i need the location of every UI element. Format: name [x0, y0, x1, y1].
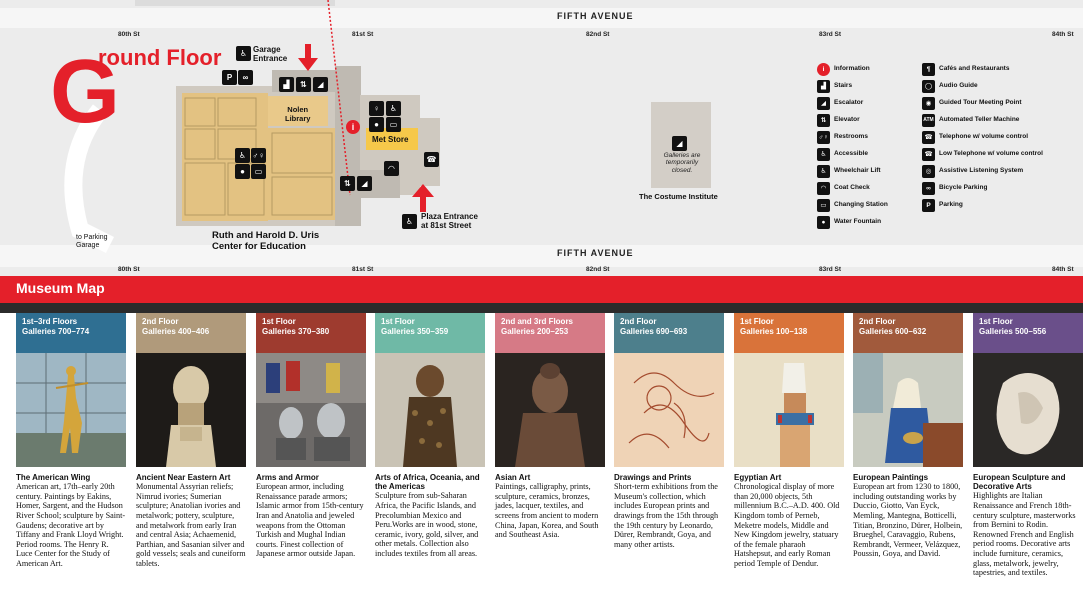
fifth-avenue-label-bottom: FIFTH AVENUE	[557, 248, 634, 258]
legend-label: Water Fountain	[834, 218, 882, 225]
banner-dark-strip	[0, 303, 1083, 313]
street-label: 83rd St	[819, 266, 842, 273]
accessible-icon: ♿	[236, 46, 251, 61]
bicycle-parking-icon: ∞	[238, 70, 253, 85]
ground-floor-map	[0, 0, 1083, 276]
atm-icon: ATM	[922, 114, 935, 127]
card-floor: 1st Floor	[979, 317, 1013, 326]
legend-label: Stairs	[834, 82, 853, 89]
fifth-avenue-top-band	[0, 8, 1083, 28]
ground-floor-title-initial: G	[50, 42, 119, 142]
street-label: 84th St	[1052, 31, 1074, 38]
legend-label: Elevator	[834, 116, 860, 123]
wheelchair-lift-icon: ♿	[817, 165, 830, 178]
boundary-dotted-line	[320, 0, 360, 200]
department-card[interactable]	[614, 313, 724, 549]
department-card[interactable]	[734, 313, 844, 569]
legend-label: Low Telephone w/ volume control	[939, 150, 1043, 157]
fifth-avenue-label-top: FIFTH AVENUE	[557, 11, 634, 21]
tour-meeting-point-icon: ◉	[922, 97, 935, 110]
escalator-icon: ◢	[817, 97, 830, 110]
changing-station-icon: ▭	[817, 199, 830, 212]
card-galleries: Galleries 200–253	[501, 327, 569, 337]
elevator-icon: ⇅	[817, 114, 830, 127]
card-artwork-image	[973, 353, 1083, 467]
parking-garage-label[interactable]: to Parking Garage	[76, 234, 108, 250]
information-icon[interactable]: i	[346, 120, 360, 134]
card-galleries: Galleries 700–774	[22, 327, 90, 337]
met-store-label: Met Store	[372, 135, 409, 144]
accessible-icon: ♿	[402, 214, 417, 229]
card-galleries: Galleries 370–380	[262, 327, 330, 337]
escalator-icon: ◢	[672, 136, 687, 151]
card-artwork-image	[614, 353, 724, 467]
department-card[interactable]	[16, 313, 126, 569]
coat-check-icon: ◠	[384, 161, 399, 176]
card-title: Arms and Armor	[256, 473, 319, 482]
card-floor: 1st–3rd Floors	[22, 317, 78, 326]
department-card[interactable]	[256, 313, 366, 559]
street-label: 81st St	[352, 31, 374, 38]
card-artwork-image	[136, 353, 246, 467]
escalator-icon: ◢	[313, 77, 328, 92]
water-fountain-icon: ●	[235, 164, 250, 179]
street-label: 83rd St	[819, 31, 842, 38]
accessible-icon: ♿	[817, 148, 830, 161]
restrooms-icon: ♀	[369, 101, 384, 116]
telephone-volume-icon: ☎	[922, 131, 935, 144]
card-description: Monumental Assyrian reliefs; Nimrud ivories; Sumerian sculpture; Anatolian ivories and metalwork; pottery, sculpture, and metalwork from early Iran and central Asia; Achaemenid, Parthian, and Sasanian silver and gold vessels; seals and cuneiform tablets.	[136, 482, 246, 568]
card-floor: 2nd and 3rd Floors	[501, 317, 574, 326]
building-edge-top	[135, 0, 335, 6]
card-galleries: Galleries 100–138	[740, 327, 808, 337]
card-floor: 1st Floor	[740, 317, 774, 326]
card-artwork-image	[495, 353, 605, 467]
card-description: Sculpture from sub-Saharan Africa, the Pacific Islands, and Precolumbian Mexico and Peru.Works are in wood, stone, ceramic, ivory, gold, silver, and other metals. Collection also includes textiles from all areas.	[375, 491, 479, 558]
stairs-icon: ▟	[279, 77, 294, 92]
low-telephone-icon: ☎	[922, 148, 935, 161]
changing-station-icon: ▭	[386, 117, 401, 132]
card-title: European Sculpture and Decorative Arts	[973, 473, 1066, 492]
street-label: 82nd St	[586, 266, 610, 273]
galleries-closed-note: Galleries are temporarily closed.	[663, 152, 701, 174]
telephone-icon: ☎	[424, 152, 439, 167]
department-card[interactable]	[136, 313, 246, 569]
card-artwork-image	[734, 353, 844, 467]
card-header	[375, 313, 485, 353]
card-description: Short-term exhibitions from the Museum's collection, which includes European prints and drawings from the 15th through the 19th century by Leonardo, Dürer, Rembrandt, Goya, and many other artists.	[614, 482, 719, 549]
card-header	[495, 313, 605, 353]
card-artwork-image	[16, 353, 126, 467]
card-header	[853, 313, 963, 353]
card-header	[256, 313, 366, 353]
legend-label: Telephone w/ volume control	[939, 133, 1029, 140]
legend-label: Guided Tour Meeting Point	[939, 99, 1022, 106]
legend-label: Changing Station	[834, 201, 888, 208]
restrooms-icon: ♂♀	[251, 148, 266, 163]
legend-label: Bicycle Parking	[939, 184, 988, 191]
parking-icon: P	[222, 70, 237, 85]
changing-station-icon: ▭	[251, 164, 266, 179]
street-label: 84th St	[1052, 266, 1074, 273]
museum-map-title: Museum Map	[16, 280, 105, 296]
card-galleries: Galleries 600–632	[859, 327, 927, 337]
card-galleries: Galleries 400–406	[142, 327, 210, 337]
nolen-library-label: Nolen Library	[285, 105, 311, 123]
garage-entrance-label[interactable]: Garage Entrance	[253, 45, 288, 64]
card-title: Arts of Africa, Oceania, and the Americas	[375, 473, 480, 492]
uris-center-label: Ruth and Harold D. Uris Center for Education	[212, 230, 320, 252]
card-floor: 1st Floor	[381, 317, 415, 326]
card-title: Egyptian Art	[734, 473, 782, 482]
card-floor: 2nd Floor	[142, 317, 179, 326]
card-title: Drawings and Prints	[614, 473, 692, 482]
card-artwork-image	[375, 353, 485, 467]
card-floor: 1st Floor	[262, 317, 296, 326]
restrooms-icon: ♂♀	[817, 131, 830, 144]
street-label: 81st St	[352, 266, 374, 273]
card-description: Chronological display of more than 20,000 objects, 5th millennium B.C.–A.D. 400. Old Kingdom tomb of Perneb, Meketre models, Middle and New Kingdom jewelry, statuary of the female pharaoh Hatshepsut, and early Roman period Temple of Dendur.	[734, 482, 840, 568]
ground-floor-title: round Floor	[98, 45, 222, 70]
info-icon: i	[817, 63, 830, 76]
listening-system-icon: ◎	[922, 165, 935, 178]
legend-label: Coat Check	[834, 184, 870, 191]
elevator-icon: ⇅	[340, 176, 355, 191]
legend-label: Restrooms	[834, 133, 868, 140]
card-galleries: Galleries 500–556	[979, 327, 1047, 337]
card-title: European Paintings	[853, 473, 929, 482]
card-header	[16, 313, 126, 353]
department-card[interactable]	[973, 313, 1083, 578]
legend-label: Cafés and Restaurants	[939, 65, 1010, 72]
card-header	[614, 313, 724, 353]
street-label: 80th St	[118, 266, 140, 273]
department-card[interactable]	[495, 313, 605, 540]
water-fountain-icon: ●	[817, 216, 830, 229]
legend-label: Accessible	[834, 150, 868, 157]
stairs-icon: ▟	[817, 80, 830, 93]
street-label: 82nd St	[586, 31, 610, 38]
card-title: Ancient Near Eastern Art	[136, 473, 231, 482]
card-description: European armor, including Renaissance parade armors; Islamic armor from 15th-century Iran and Anatolia and jeweled weapons from the Ottoman Turkish and Mughal Indian courts. Finest collection of Japanese armor outside Japan.	[256, 482, 364, 559]
parking-icon: P	[922, 199, 935, 212]
accessible-icon: ♿	[235, 148, 250, 163]
garage-entrance-arrow-icon	[298, 44, 318, 72]
card-header	[136, 313, 246, 353]
card-artwork-image	[853, 353, 963, 467]
card-title: Asian Art	[495, 473, 531, 482]
accessible-icon: ♿	[386, 101, 401, 116]
card-description: European art from 1230 to 1800, including outstanding works by Duccio, Giotto, Van Eyck, Memling, Mantegna, Botticelli, Titian, Bronzino, Dürer, Holbein, Brueghel, Caravaggio, Rubens, Rembrandt, Vermeer, Velázquez, Poussin, Goya, and David.	[853, 482, 963, 559]
card-galleries: Galleries 350–359	[381, 327, 449, 337]
costume-institute-label[interactable]: The Costume Institute	[639, 192, 718, 201]
museum-map-banner	[0, 276, 1083, 303]
department-card[interactable]	[375, 313, 485, 559]
card-title: The American Wing	[16, 473, 91, 482]
department-card[interactable]	[853, 313, 963, 559]
legend-label: Escalator	[834, 99, 864, 106]
street-label: 80th St	[118, 31, 140, 38]
legend-label: Automated Teller Machine	[939, 116, 1020, 123]
bicycle-parking-icon: ∞	[922, 182, 935, 195]
card-description: Paintings, calligraphy, prints, sculpture, ceramics, bronzes, jades, lacquer, textiles, and screens from ancient to modern China, Japan, Korea, and South and Southeast Asia.	[495, 482, 599, 540]
legend-label: Parking	[939, 201, 963, 208]
legend-label: Information	[834, 65, 870, 72]
card-header	[734, 313, 844, 353]
elevator-icon: ⇅	[296, 77, 311, 92]
legend-label: Audio Guide	[939, 82, 978, 89]
card-floor: 2nd Floor	[859, 317, 896, 326]
cafe-icon: ¶	[922, 63, 935, 76]
escalator-icon: ◢	[357, 176, 372, 191]
card-floor: 2nd Floor	[620, 317, 657, 326]
card-artwork-image	[256, 353, 366, 467]
card-header	[973, 313, 1083, 353]
card-description: Highlights are Italian Renaissance and French 18th-century sculpture, masterworks from Bernini to Rodin. Renowned French and English period rooms. Decorative arts include furniture, ceramics, glass, metalwork, jewelry, tapestries, and textiles.	[973, 491, 1076, 578]
legend-label: Assistive Listening System	[939, 167, 1024, 174]
plaza-entrance-arrow-icon	[412, 184, 434, 212]
card-description: American art, 17th–early 20th century. Paintings by Eakins, Homer, Sargent, and the Hudson River School; sculpture by Saint-Gaudens; decorative art by Tiffany and Frank Lloyd Wright. Period rooms. The Henry R. Luce Center for the Study of American Art.	[16, 482, 126, 568]
water-fountain-icon: ●	[369, 117, 384, 132]
card-galleries: Galleries 690–693	[620, 327, 688, 337]
legend-label: Wheelchair Lift	[834, 167, 881, 174]
plaza-entrance-label[interactable]: Plaza Entrance at 81st Street	[421, 212, 478, 231]
audio-guide-icon: ◯	[922, 80, 935, 93]
coat-check-icon: ◠	[817, 182, 830, 195]
